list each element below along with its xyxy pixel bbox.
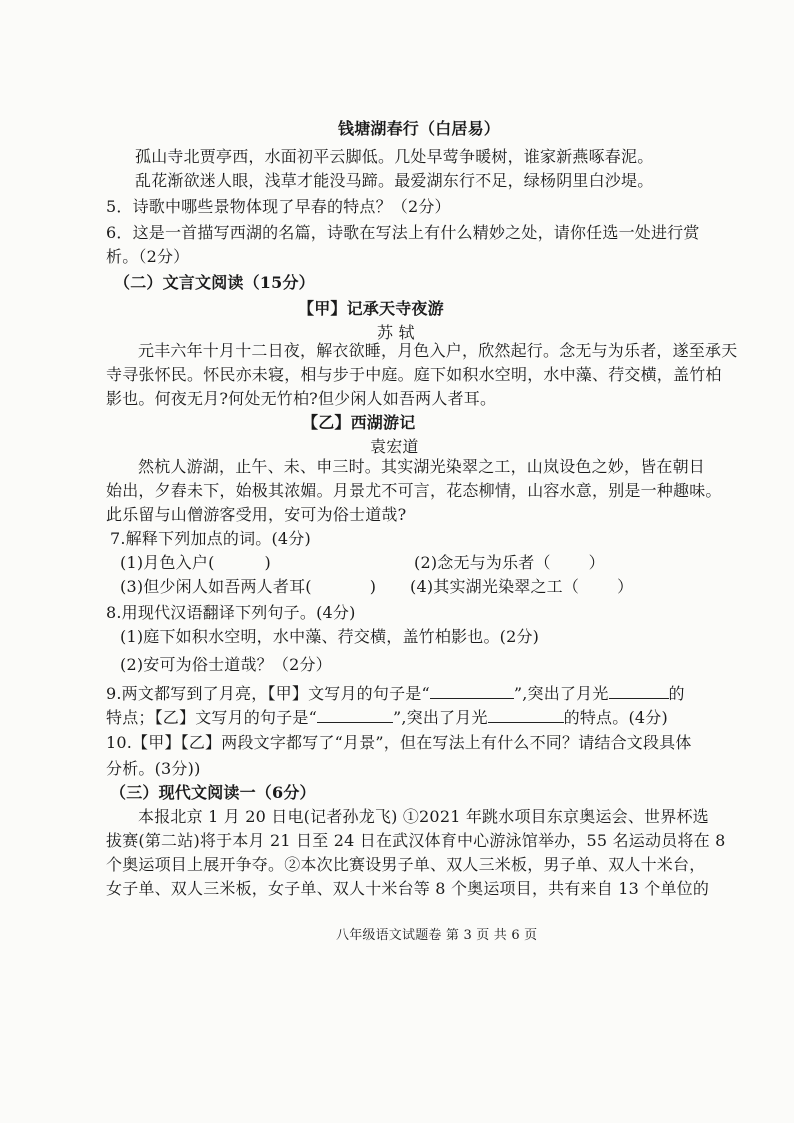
q7-item-4-text: (4)其实湖光染翠之工（ [410,577,580,596]
q7-close-4: ） [617,577,634,596]
q9-part-5: ”,突出了月光 [392,708,488,727]
q7-close-2: ） [588,553,605,572]
q8-item-1: (1)庭下如积水空明，水中藻、荇交横，盖竹柏影也。(2分) [120,627,540,646]
poem-line-1: 孤山寺北贾亭西，水面初平云脚低。几处早莺争暖树，谁家新燕啄春泥。 [135,147,654,166]
jia-author: 苏 轼 [377,323,415,342]
section-2-heading: （二）文言文阅读（15分） [114,273,315,292]
q9-part-2: ”,突出了月光 [513,684,609,703]
jia-text-line-2: 寺寻张怀民。怀民亦未寝，相与步于中庭。庭下如积水空明，水中藻、荇交横，盖竹柏 [106,365,722,384]
question-6-line-1: 6．这是一首描写西湖的名篇，诗歌在写法上有什么精妙之处，请你任选一处进行赏 [106,223,700,242]
yi-text-line-2: 始出，夕舂未下，始极其浓媚。月景尤不可言，花态柳情，山容水意，别是一种趣味。 [106,481,722,500]
q9-blank-4[interactable] [488,706,564,723]
q7-item-2 [414,552,605,574]
question-10-line-2: 分析。(3分)) [106,759,201,778]
q9-part-4: 特点；【乙】文写月的句子是“ [106,708,317,727]
article-line-2: 拔赛(第二站)将于本月 21 日至 24 日在武汉体育中心游泳馆举办，55 名运动员将在 8 [106,831,726,850]
q7-item-1-text: (1)月色入户( [120,553,215,572]
yi-text-line-1: 然杭人游湖，止午、未、申三时。其实湖光染翠之工，山岚设色之妙，皆在朝日 [138,457,706,476]
question-9-line-2 [106,706,668,729]
yi-title: 【乙】西湖游记 [302,413,416,432]
q7-close-1: ) [264,553,271,572]
question-10-line-1: 10.【甲】【乙】两段文字都写了“月景”，但在写法上有什么不同？请结合文段具体 [106,733,692,752]
q7-item-3 [120,576,376,598]
q7-item-3-text: (3)但少闲人如吾两人者耳( [120,577,312,596]
q9-part-3: 的 [668,684,685,703]
q8-item-2: (2)安可为俗士道哉？（2分） [120,655,332,674]
q9-blank-3[interactable] [317,706,393,723]
section-3-heading: （三）现代文阅读一（6分） [110,783,316,802]
article-line-1: 本报北京 1 月 20 日电(记者孙龙飞) ①2021 年跳水项目东京奥运会、世界杯选 [138,807,709,826]
yi-author: 袁宏道 [370,437,419,456]
question-7: 7.解释下列加点的词。(4分) [110,529,311,548]
poem-title: 钱塘湖春行（白居易） [338,119,501,138]
q9-part-1: 9.两文都写到了月亮，【甲】文写月的句子是“ [106,684,430,703]
jia-title: 【甲】记承天寺夜游 [298,299,444,318]
question-8: 8.用现代汉语翻译下列句子。(4分) [106,603,356,622]
question-6-line-2: 析。（2分） [106,247,190,266]
page-footer: 八年级语文试题卷 第 3 页 共 6 页 [336,928,538,943]
q7-item-2-text: (2)念无与为乐者（ [414,553,551,572]
poem-line-2: 乱花渐欲迷人眼，浅草才能没马蹄。最爱湖东行不足，绿杨阴里白沙堤。 [135,171,654,190]
article-line-3: 个奥运项目上展开争夺。②本次比赛设男子单、双人三米板，男子单、双人十米台， [106,855,706,874]
jia-text-line-1: 元丰六年十月十二日夜，解衣欲睡，月色入户，欣然起行。念无与为乐者，遂至承天 [138,341,738,360]
article-line-4: 女子单、双人三米板，女子单、双人十米台等 8 个奥运项目，共有来自 13 个单位的 [106,879,710,898]
yi-text-line-3: 此乐留与山僧游客受用，安可为俗士道哉? [106,505,407,524]
question-9-line-1 [106,682,685,705]
question-5: 5．诗歌中哪些景物体现了早春的特点？（2分） [106,197,451,216]
q7-item-1 [120,552,271,574]
q7-close-3: ) [369,577,377,596]
q7-item-4 [410,576,633,598]
q9-part-6: 的特点。(4分) [563,708,668,727]
q9-blank-2[interactable] [609,682,669,699]
q9-blank-1[interactable] [430,682,514,699]
jia-text-line-3: 影也。何夜无月?何处无竹柏?但少闲人如吾两人者耳。 [106,389,497,408]
